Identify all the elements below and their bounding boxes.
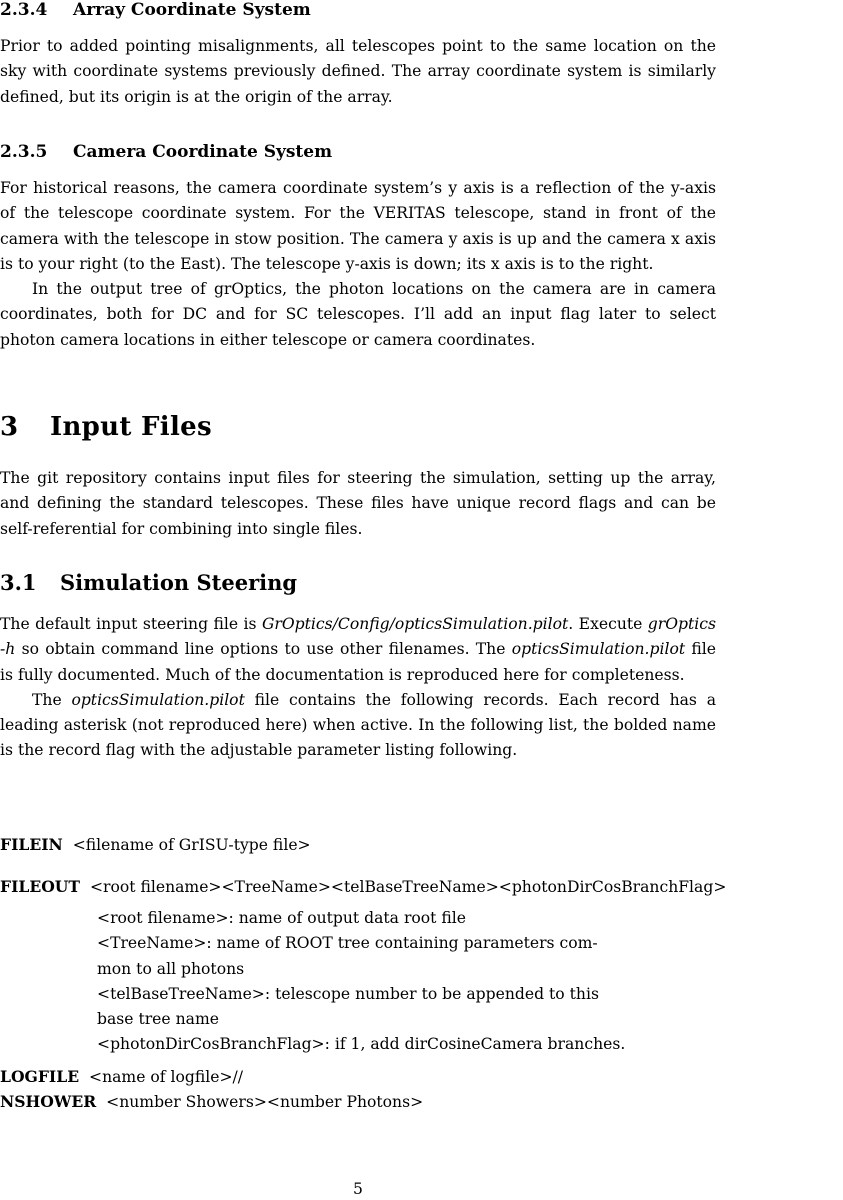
section-heading: 3.1 Simulation Steering (0, 570, 298, 595)
record-flag: FILEIN (0, 835, 63, 854)
page-number: 5 (353, 1180, 363, 1198)
section-2-3-4 (0, 0, 716, 20)
record-logfile: LOGFILE <name of logfile>// (0, 1067, 244, 1086)
record-nshower: NSHOWER <number Showers><number Photons> (0, 1092, 424, 1111)
paragraph: For historical reasons, the camera coordinate system’s y axis is a reflection of the y-axis of the telescope coordinate system. For the VERITAS telescope, stand in front of the camera with the telescope in stow position. The camera y axis is up and the camera x axis is to your right (to the East). The telescope y-axis is down; its x axis is to the right. In the output tree of grOptics, the photon locations on the camera are in camera coordinates, both for DC and for SC telescopes. I’ll add an input flag later to select photon camera locations in either telescope or camera coordinates. (0, 179, 716, 349)
file-path: GrOptics/Config/opticsSimulation.pilot (261, 615, 569, 633)
file-name: opticsSimulation.pilot (511, 640, 686, 659)
record-fileout-description: <root filename>: name of output data root file <TreeName>: name of ROOT tree containing parameters com- mon to all photons <telBaseTreeName>: telescope number to be appended to this base tree name <photonDirCosBranchFlag>: if 1, add dirCosineCamera branches. (97, 909, 626, 1054)
paragraph: Prior to added pointing misalignments, all telescopes point to the same location on the sky with coordinate systems previously defined. The array coordinate system is similarly defined, but its origin is at the origin of the array. (0, 37, 716, 106)
record-filein: FILEIN <filename of GrISU-type file> (0, 835, 311, 854)
record-flag: FILEOUT (0, 877, 81, 896)
record-flag: LOGFILE (0, 1067, 80, 1086)
section-3 (0, 412, 716, 442)
paragraph: The default input steering file is GrOptics/Config/opticsSimulation.pilot. Execute grOptics -h so obtain command line options to use other filenames. The opticsSimulation.pilot file is fully documented. Much of the documentation is reproduced here for completeness. The opticsSimulation.pilot file contains the following records. Each record has a leading asterisk (not reproduced here) when active. In the following list, the bolded name is the record flag with the adjustable parameter listing following. (0, 615, 716, 760)
section-3-1 (0, 570, 716, 595)
section-heading: 3 Input Files (0, 412, 212, 442)
record-flag: NSHOWER (0, 1092, 97, 1111)
section-2-3-5 (0, 142, 716, 162)
section-heading: 2.3.4 Array Coordinate System (0, 0, 311, 20)
record-fileout: FILEOUT <root filename><TreeName><telBaseTreeName><photonDirCosBranchFlag> (0, 877, 727, 896)
command: grOptics -h (0, 615, 716, 659)
paragraph: The git repository contains input files for steering the simulation, setting up the array, and defining the standard telescopes. These files have unique record flags and can be self-referential for combining into single files. (0, 469, 716, 538)
section-heading: 2.3.5 Camera Coordinate System (0, 142, 333, 162)
file-name: opticsSimulation.pilot (71, 690, 245, 709)
